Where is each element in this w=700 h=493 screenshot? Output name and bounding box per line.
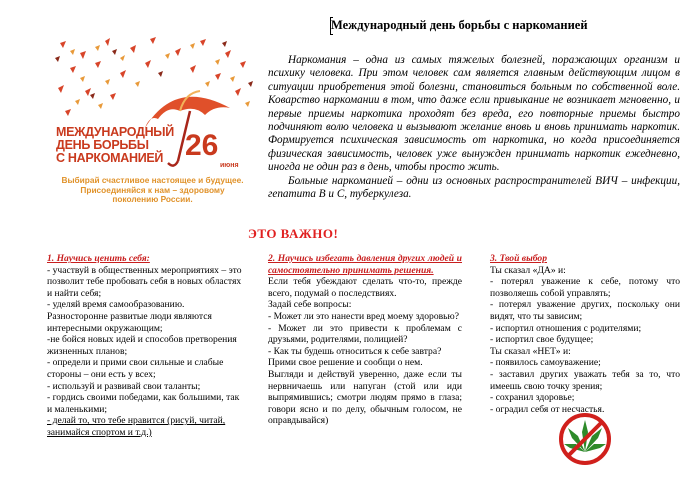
intro-paragraph-2: Больные наркоманией – одни из основных распространителей ВИЧ – инфекции, гепатита В и С, туберкулеза. [268, 174, 680, 201]
column-1-heading: 1. Научись ценить себя: [47, 253, 150, 264]
poster-date-number: 26 [185, 129, 219, 162]
poster-heading-line2: ДЕНЬ БОРЬБЫ [56, 138, 149, 152]
list-item: Выгляди и действуй уверенно, даже если ты нервничаешь или напуган (стой или иди выпрямившись; смотри людям прямо в глаза; говори ясно и по делу, обычным голосом, не оправдывайся) [268, 368, 462, 427]
tips-column-2 [268, 253, 462, 427]
intro-text [268, 54, 680, 201]
list-item: - Может ли это привести к проблемам с друзьями, родителями, полицией? [268, 322, 462, 346]
list-item: - участвуй в общественных мероприятиях – это позволит тебе пробовать себя в новых областях и найти себя; [47, 264, 242, 299]
list-item: -не бойся новых идей и способов претворения жизненных планов; [47, 334, 237, 357]
poster-slogan-line3: поколению России. [112, 194, 193, 204]
page-title: Международный день борьбы с наркоманией [331, 18, 588, 32]
list-item: - уделяй время самообразованию. Разносторонне развитые люди являются интересными окружающим; [47, 299, 212, 334]
poster-slogan-line2: Присоединяйся к нам – здоровому [80, 184, 225, 195]
list-item: - сохранил здоровье; [490, 392, 575, 404]
list-item: Ты сказал «НЕТ» и: [490, 345, 571, 357]
list-item: - испортил отношения с родителями; [490, 322, 642, 334]
list-item: Ты сказал «ДА» и: [490, 264, 566, 276]
poster-slogan-line1: Выбирай счастливое настоящее и будущее. [61, 175, 244, 185]
list-item: Прими свое решение и сообщи о нем. [268, 357, 423, 369]
list-item: - делай то, что тебе нравится (рисуй, читай, занимайся спортом и т.д.) [47, 415, 226, 438]
poster-date-month: июня [220, 162, 239, 169]
list-item: - используй и развивай свои таланты; [47, 380, 201, 392]
list-item: - испортил свое будущее; [490, 334, 594, 346]
no-drugs-logo-icon [558, 412, 612, 466]
list-item: - потерял уважение других, поскольку они видят, что ты зависим; [490, 299, 680, 322]
list-item: - оградил себя от несчастья. [490, 403, 605, 415]
column-3-heading: 3. Твой выбор [490, 253, 547, 264]
list-item: - заставил других уважать тебя за то, что имеешь свою точку зрения; [490, 368, 680, 392]
list-item: - Как ты будешь относиться к себе завтра? [268, 345, 442, 357]
list-item: Если тебя убеждают сделать что-то, прежде всего, подумай о последствиях. [268, 276, 462, 299]
intro-paragraph-1: Наркомания – одна из самых тяжелых болезней, поражающих организм и психику человека. При этом человек сам является главным действующим лицом в ситуации приобретения этой болезни, становиться больным по собственной воле. Коварство наркомании в том, что даже если привыкание не возникает мгновенно, и первые приемы наркотика проходят без вреда, его повторные приемы быстро подчиняют волю человека и вызывают желание вновь и вновь принимать наркотик. Формируется психическая зависимость от наркотика, но когда присоединяется физическая зависимость, человек уже вынужден принимать наркотик ежедневно, иногда не один раз в день, чтобы просто жить. [268, 54, 680, 174]
list-item: - гордись своими победами, как большими, так и маленькими; [47, 392, 240, 415]
list-item: - потерял уважение к себе, потому что позволяешь собой управлять; [490, 276, 680, 299]
poster-heading-line3: С НАРКОМАНИЕЙ [56, 151, 164, 165]
tips-column-1 [47, 253, 245, 439]
list-item: - появилось самоуважение; [490, 357, 601, 369]
list-item: Задай себе вопросы: [268, 299, 352, 311]
list-item: - Может ли это нанести вред моему здоровью? [268, 310, 459, 322]
poster-heading-line1: МЕЖДУНАРОДНЫЙ [56, 125, 174, 139]
tips-column-3 [490, 253, 680, 415]
poster-slogan [50, 176, 255, 205]
poster-image [50, 33, 255, 218]
column-2-heading: 2. Научись избегать давления других людей и самостоятельно принимать решения. [268, 253, 462, 276]
important-heading: ЭТО ВАЖНО! [248, 226, 339, 241]
list-item: - определи и прими свои сильные и слабые стороны – они есть у всех; [47, 357, 224, 380]
